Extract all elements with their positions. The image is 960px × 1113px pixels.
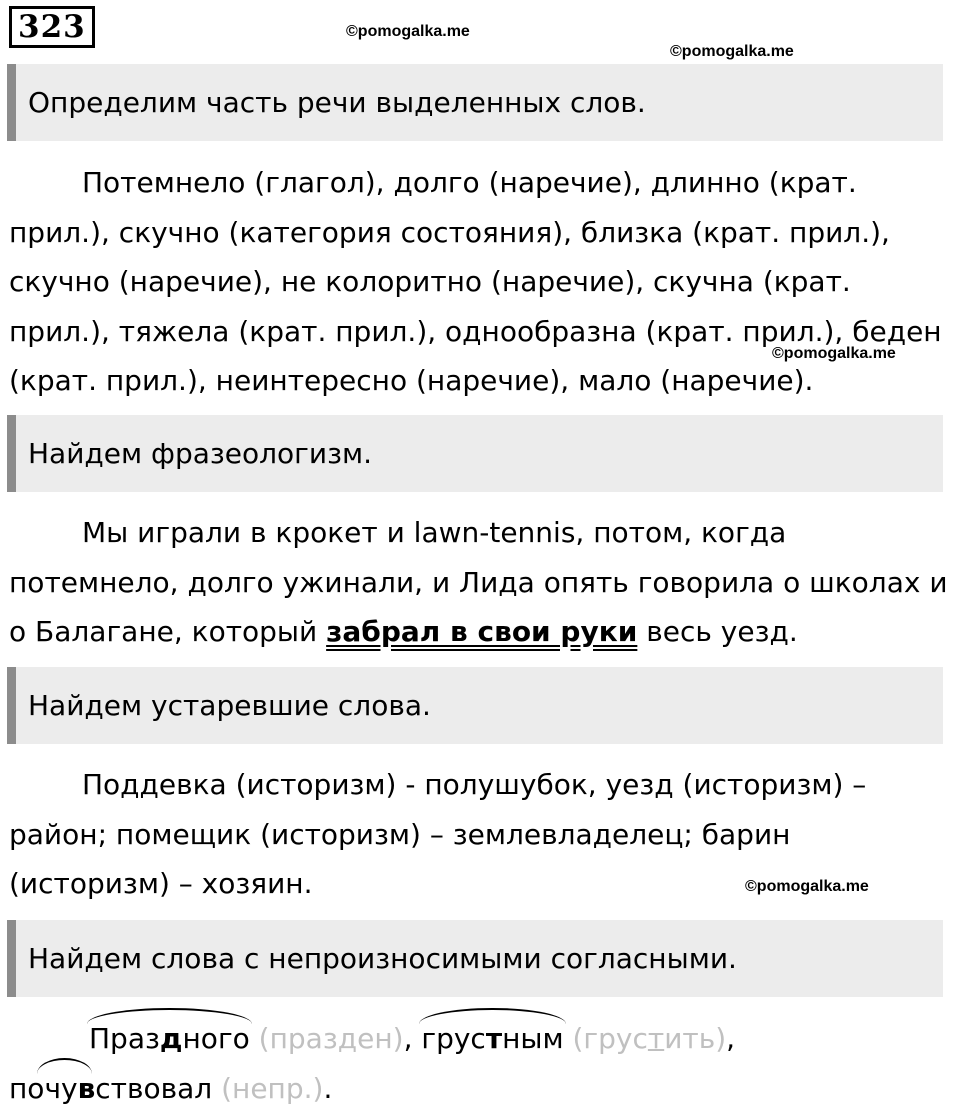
root-arc: [37, 1058, 92, 1074]
section-heading: [7, 415, 943, 492]
answer-paragraph: [9, 760, 954, 909]
watermark: ©pomogalka.me: [670, 43, 794, 61]
punctuation: .: [323, 1072, 332, 1105]
exercise-number: 323: [9, 6, 95, 48]
word-pochuvstvoval: почувствовал: [9, 1064, 212, 1113]
section-heading-text: Найдем фразеологизм.: [28, 437, 372, 470]
section-heading: [7, 920, 943, 997]
answer-paragraph: [9, 158, 954, 406]
note: (непр.): [212, 1072, 323, 1105]
section-heading: [7, 667, 943, 744]
root-arc: [419, 1008, 565, 1024]
paragraph-text: Мы играли в крокет и lawn-tennis, потом, когда потемнело, долго ужинали, и Лида опять говорила о школах и о Балагане, который: [9, 516, 948, 648]
paragraph-text: Поддевка (историзм) - полушубок, уезд (историзм) – район; помещик (историзм) – землевладелец; барин (историзм) – хозяин.: [9, 768, 866, 900]
word-grustnym: грустным: [421, 1014, 563, 1064]
word-prazdnogo: Праздного: [89, 1014, 250, 1064]
idiom-phrase: забрал в свои руки: [326, 615, 637, 648]
section-heading: [7, 64, 943, 141]
answer-paragraph: [9, 1014, 954, 1113]
watermark: ©pomogalka.me: [346, 23, 470, 41]
answer-paragraph: [9, 508, 954, 657]
section-heading-text: Найдем устаревшие слова.: [28, 689, 431, 722]
section-heading-text: Определим часть речи выделенных слов.: [28, 86, 646, 119]
check-word: (грустить): [564, 1022, 727, 1055]
watermark: ©pomogalka.me: [745, 878, 869, 896]
root-arc: [87, 1008, 252, 1024]
section-heading-text: Найдем слова с непроизносимыми согласными.: [28, 942, 737, 975]
punctuation: ,: [726, 1022, 735, 1055]
punctuation: ,: [404, 1022, 422, 1055]
paragraph-text: Потемнело (глагол), долго (наречие), длинно (крат. прил.), скучно (категория состояния), близка (крат. прил.), скучно (наречие), не колоритно (наречие), скучна (крат. прил.), тяжела (крат. прил.), однообразна (крат. прил.), беден (крат. прил.), неинтересно (наречие), мало (наречие).: [9, 166, 942, 397]
watermark: ©pomogalka.me: [772, 345, 896, 363]
check-word: (празден): [250, 1022, 404, 1055]
paragraph-text: весь уезд.: [637, 615, 797, 648]
